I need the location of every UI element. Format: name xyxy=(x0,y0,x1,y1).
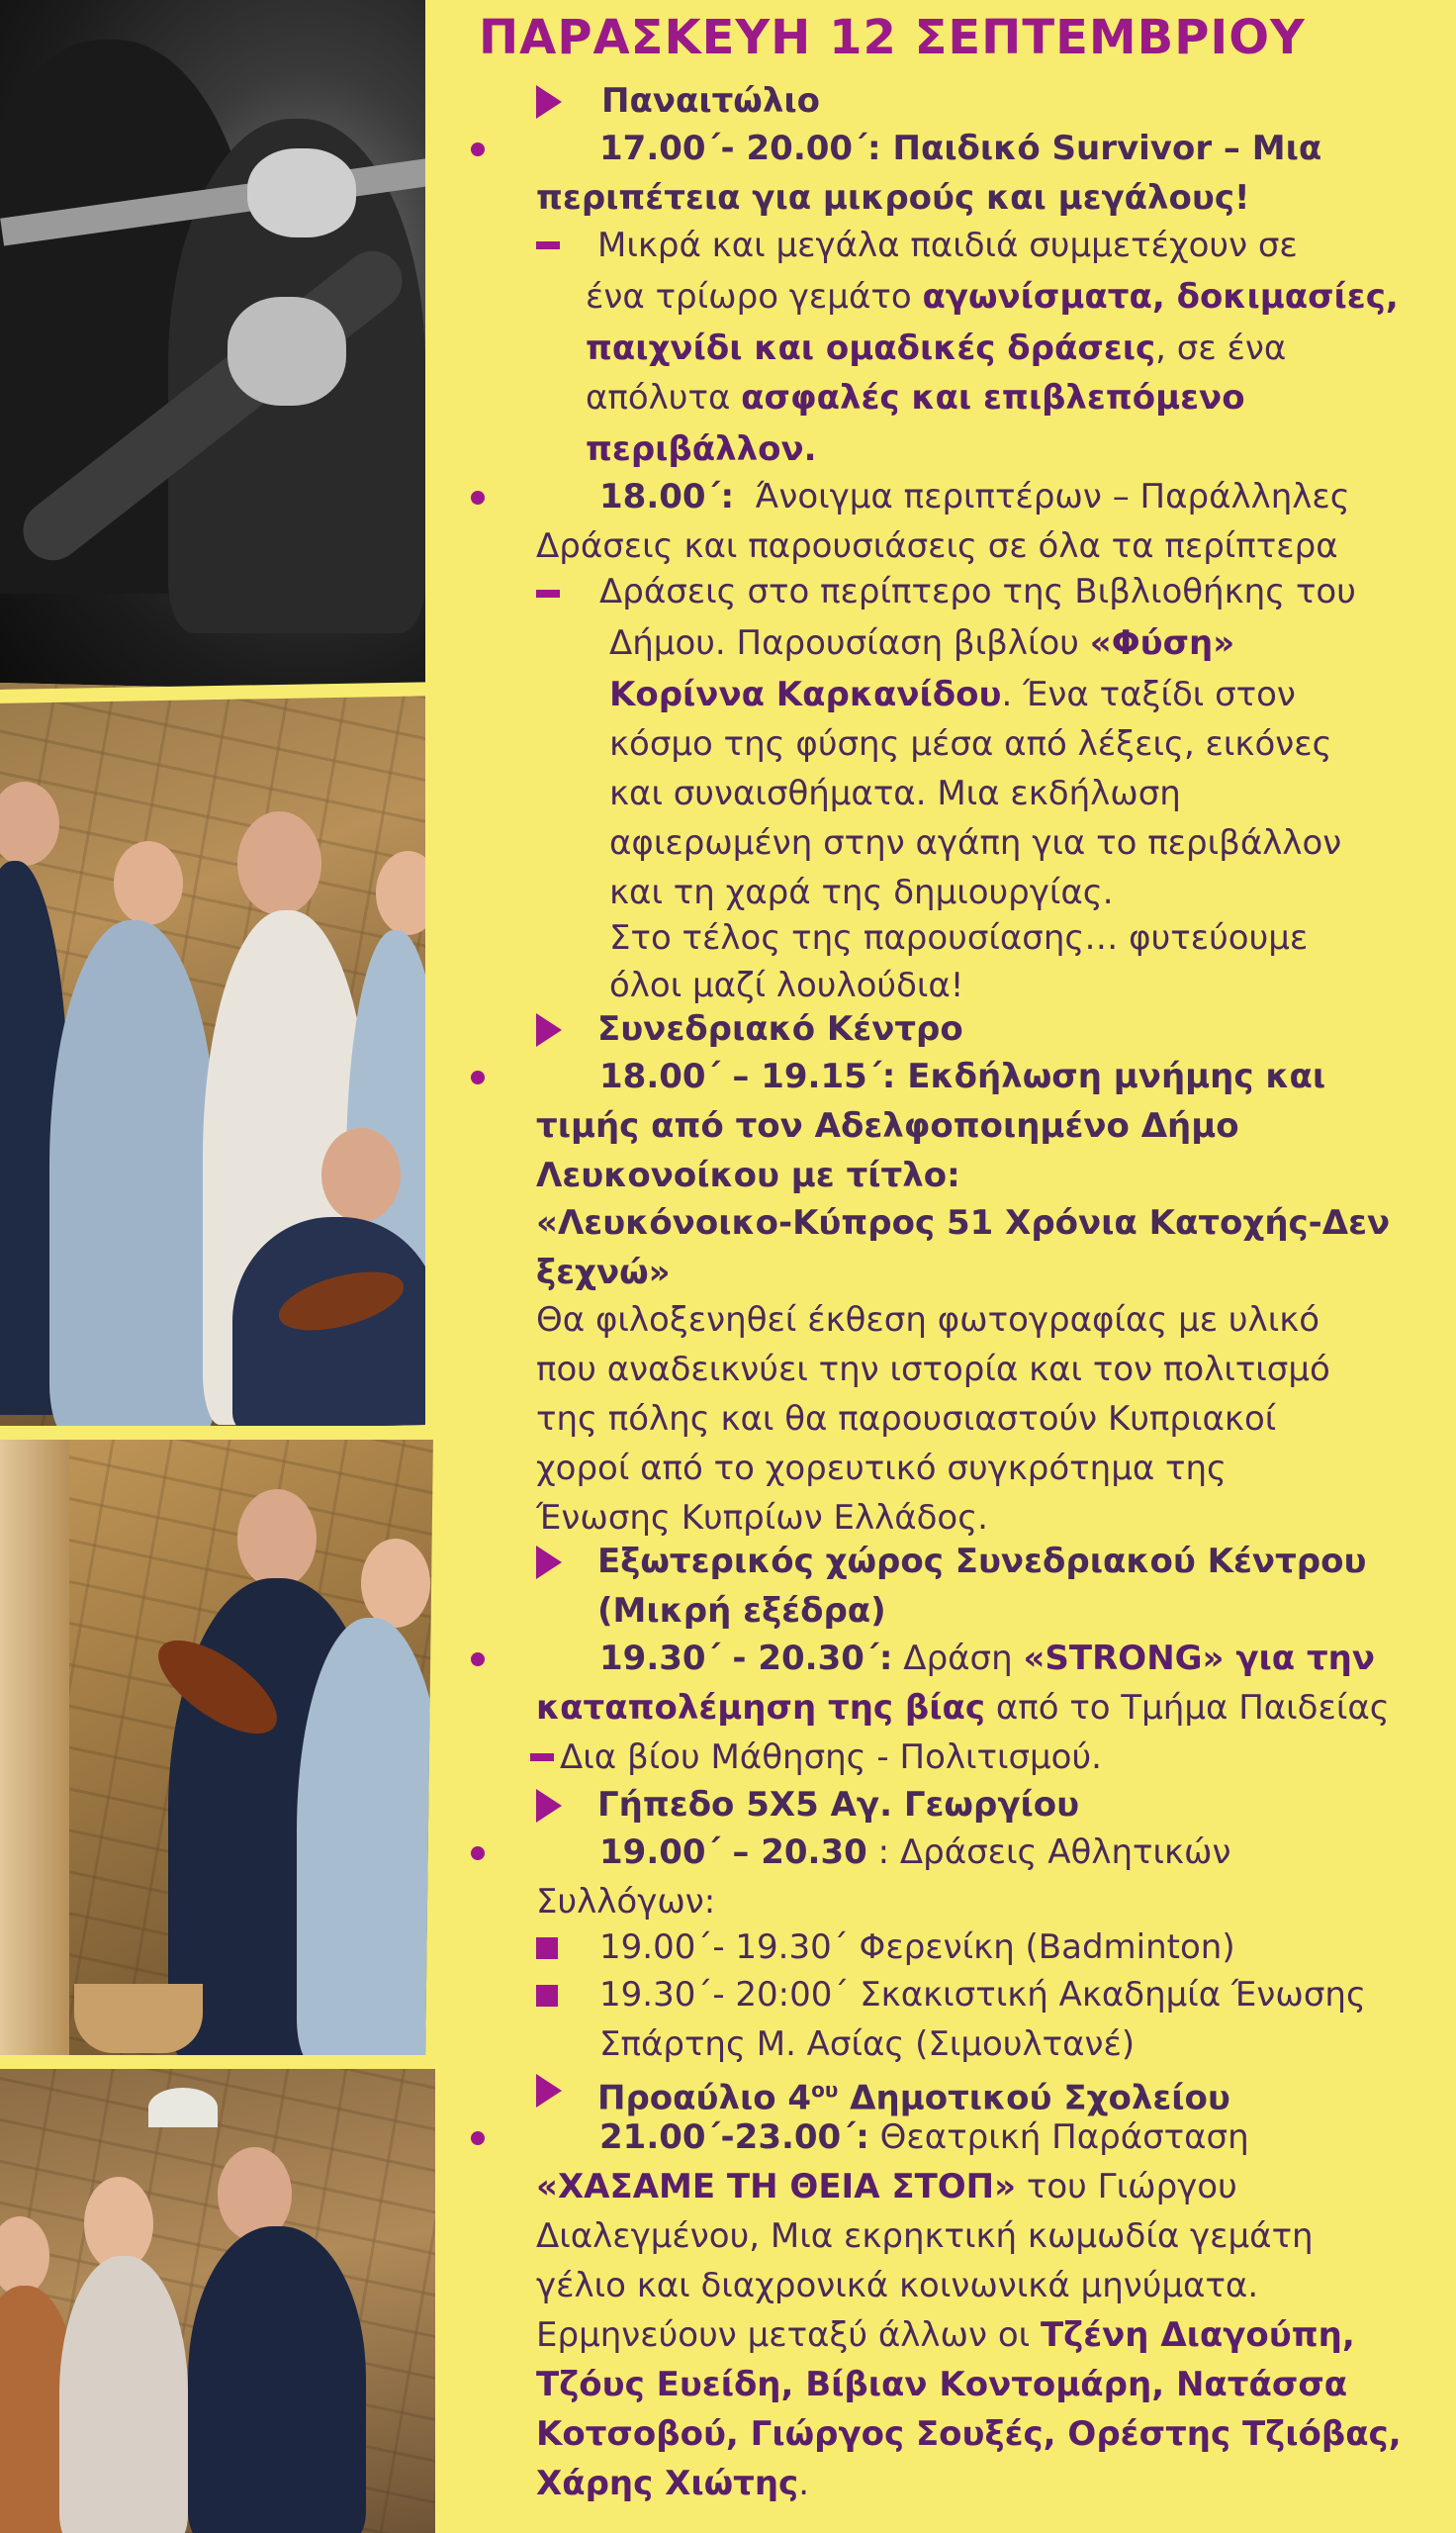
square-bullet-icon xyxy=(536,1985,558,2007)
event-6-line4: γέλιο και διαχρονικά κοινωνικά μηνύματα. xyxy=(536,2266,1259,2305)
event-5-line1: 19.00΄ – 20.30 : Δράσεις Αθλητικών xyxy=(599,1832,1231,1872)
event-2-desc-3: Κορίννα Καρκανίδου. Ένα ταξίδι στον xyxy=(609,675,1296,714)
bullet-icon xyxy=(471,1652,485,1666)
event-2-desc-7: και τη χαρά της δημιουργίας. xyxy=(609,873,1114,912)
event-2-title-line1: 18.00΄: Άνοιγμα περιπτέρων – Παράλληλες xyxy=(599,477,1350,516)
clarinet-player-photo xyxy=(0,0,440,693)
event-6-line2: «ΧΑΣΑΜΕ ΤΗ ΘΕΙΑ ΣΤΟΠ» του Γιώργου xyxy=(536,2167,1237,2206)
location-panaitolio: Παναιτώλιο xyxy=(601,81,820,121)
photo-strip xyxy=(0,0,440,2533)
event-2-desc-6: αφιερωμένη στην αγάπη για το περιβάλλον xyxy=(609,823,1342,863)
location-marker-icon xyxy=(536,85,562,119)
event-1-title-line2: περιπέτεια για μικρούς και μεγάλους! xyxy=(536,178,1250,218)
event-6-line7: Κοτσοβού, Γιώργος Σουξές, Ορέστης Τζιόβας, xyxy=(536,2414,1402,2454)
location-outdoor-line2: (Μικρή εξέδρα) xyxy=(597,1591,886,1631)
event-3-desc-1: Θα φιλοξενηθεί έκθεση φωτογραφίας με υλικό xyxy=(536,1300,1320,1340)
schedule-column xyxy=(457,0,1446,2533)
event-6-line3: Διαλεγμένου, Μια εκρηκτική κωμωδία γεμάτη xyxy=(536,2216,1314,2256)
event-2-desc-8: Στο τέλος της παρουσίασης… φυτεύουμε xyxy=(609,918,1309,958)
event-3-desc-5: Ένωσης Κυπρίων Ελλάδος. xyxy=(536,1498,988,1538)
location-marker-icon xyxy=(536,1789,562,1823)
event-2-title-line2: Δράσεις και παρουσιάσεις σε όλα τα περίπτερα xyxy=(536,526,1338,566)
location-marker-icon xyxy=(536,1013,562,1047)
event-6-line1: 21.00΄-23.00΄: Θεατρική Παράσταση xyxy=(599,2117,1249,2157)
event-5-item-1: 19.00΄- 19.30΄ Φερενίκη (Badminton) xyxy=(599,1927,1235,1967)
event-1-desc-3: παιχνίδι και ομαδικές δράσεις, σε ένα xyxy=(586,328,1287,368)
event-3-title-line3: Λευκονοίκου με τίτλο: xyxy=(536,1156,960,1195)
duo-photo xyxy=(0,1430,440,2063)
event-4-line2: καταπολέμηση της βίας από το Τμήμα Παιδείας xyxy=(536,1688,1390,1728)
event-3-title-line5: ξεχνώ» xyxy=(536,1253,671,1292)
bullet-icon xyxy=(471,142,485,156)
event-1-title-line1: 17.00΄- 20.00΄: Παιδικό Survivor – Μια xyxy=(599,129,1322,168)
bullet-icon xyxy=(471,491,485,505)
event-1-desc-4: απόλυτα ασφαλές και επιβλεπόμενο xyxy=(586,378,1245,418)
event-1-desc-5: περιβάλλον. xyxy=(586,429,817,469)
location-field: Γήπεδο 5Χ5 Αγ. Γεωργίου xyxy=(597,1785,1080,1825)
location-outdoor-line1: Εξωτερικός χώρος Συνεδριακού Κέντρου xyxy=(597,1542,1367,1581)
event-3-title-line4: «Λευκόνοικο-Κύπρος 51 Χρόνια Κατοχής-Δεν xyxy=(536,1203,1391,1243)
dash-icon xyxy=(530,1753,554,1761)
event-5-item-2b: Σπάρτης Μ. Ασίας (Σιμουλτανέ) xyxy=(599,2024,1136,2064)
trio-photo xyxy=(0,2058,440,2533)
event-5-line2: Συλλόγων: xyxy=(536,1882,716,1922)
event-1-desc-2: ένα τρίωρο γεμάτο αγωνίσματα, δοκιμασίες, xyxy=(586,277,1399,317)
event-6-line5: Ερμηνεύουν μεταξύ άλλων οι Τζένη Διαγούπη, xyxy=(536,2315,1355,2355)
event-3-desc-3: της πόλης και θα παρουσιαστούν Κυπριακοί xyxy=(536,1399,1277,1439)
event-2-desc-9: όλοι μαζί λουλούδια! xyxy=(609,966,964,1005)
location-conference-center: Συνεδριακό Κέντρο xyxy=(597,1009,963,1049)
location-marker-icon xyxy=(536,1546,562,1579)
dash-icon xyxy=(536,241,560,249)
location-marker-icon xyxy=(536,2074,562,2108)
event-4-line1: 19.30΄ - 20.30΄: Δράση «STRONG» για την xyxy=(599,1639,1376,1678)
event-3-title-line1: 18.00΄ – 19.15΄: Εκδήλωση μνήμης και xyxy=(599,1057,1326,1096)
musicians-group-photo xyxy=(0,683,440,1435)
event-1-desc: Μικρά και μεγάλα παιδιά συμμετέχουν σε xyxy=(597,226,1298,265)
dash-icon xyxy=(536,590,560,598)
page-title: ΠΑΡΑΣΚΕΥΗ 12 ΣΕΠΤΕΜΒΡΙΟΥ xyxy=(479,10,1306,65)
square-bullet-icon xyxy=(536,1937,558,1959)
event-2-desc-4: κόσμο της φύσης μέσα από λέξεις, εικόνες xyxy=(609,724,1332,764)
bullet-icon xyxy=(471,1071,485,1084)
event-2-desc-5: και συναισθήματα. Μια εκδήλωση xyxy=(609,774,1181,813)
event-3-title-line2: τιμής από τον Αδελφοποιημένο Δήμο xyxy=(536,1106,1239,1146)
bullet-icon xyxy=(471,2131,485,2145)
event-4-line3: Δια βίου Μάθησης - Πολιτισμού. xyxy=(560,1737,1102,1777)
location-school-yard: Προαύλιο $4^{o\upsilon}$ Δημοτικού Σχολείου xyxy=(597,2078,1230,2118)
event-6-line8: Χάρης Χιώτης. xyxy=(536,2464,809,2503)
bullet-icon xyxy=(471,1846,485,1860)
event-5-item-2a: 19.30΄- 20:00΄ Σκακιστική Ακαδημία Ένωσης xyxy=(599,1975,1366,2015)
event-3-desc-2: που αναδεικνύει την ιστορία και τον πολιτισμό xyxy=(536,1350,1330,1389)
event-2-desc-2: Δήμου. Παρουσίαση βιβλίου «Φύση» xyxy=(609,623,1235,663)
event-6-line6: Τζόυς Ευείδη, Βίβιαν Κοντομάρη, Νατάσσα xyxy=(536,2365,1348,2404)
event-2-desc-1: Δράσεις στο περίπτερο της Βιβλιοθήκης του xyxy=(599,572,1356,611)
event-3-desc-4: χοροί από το χορευτικό συγκρότημα της xyxy=(536,1449,1228,1488)
